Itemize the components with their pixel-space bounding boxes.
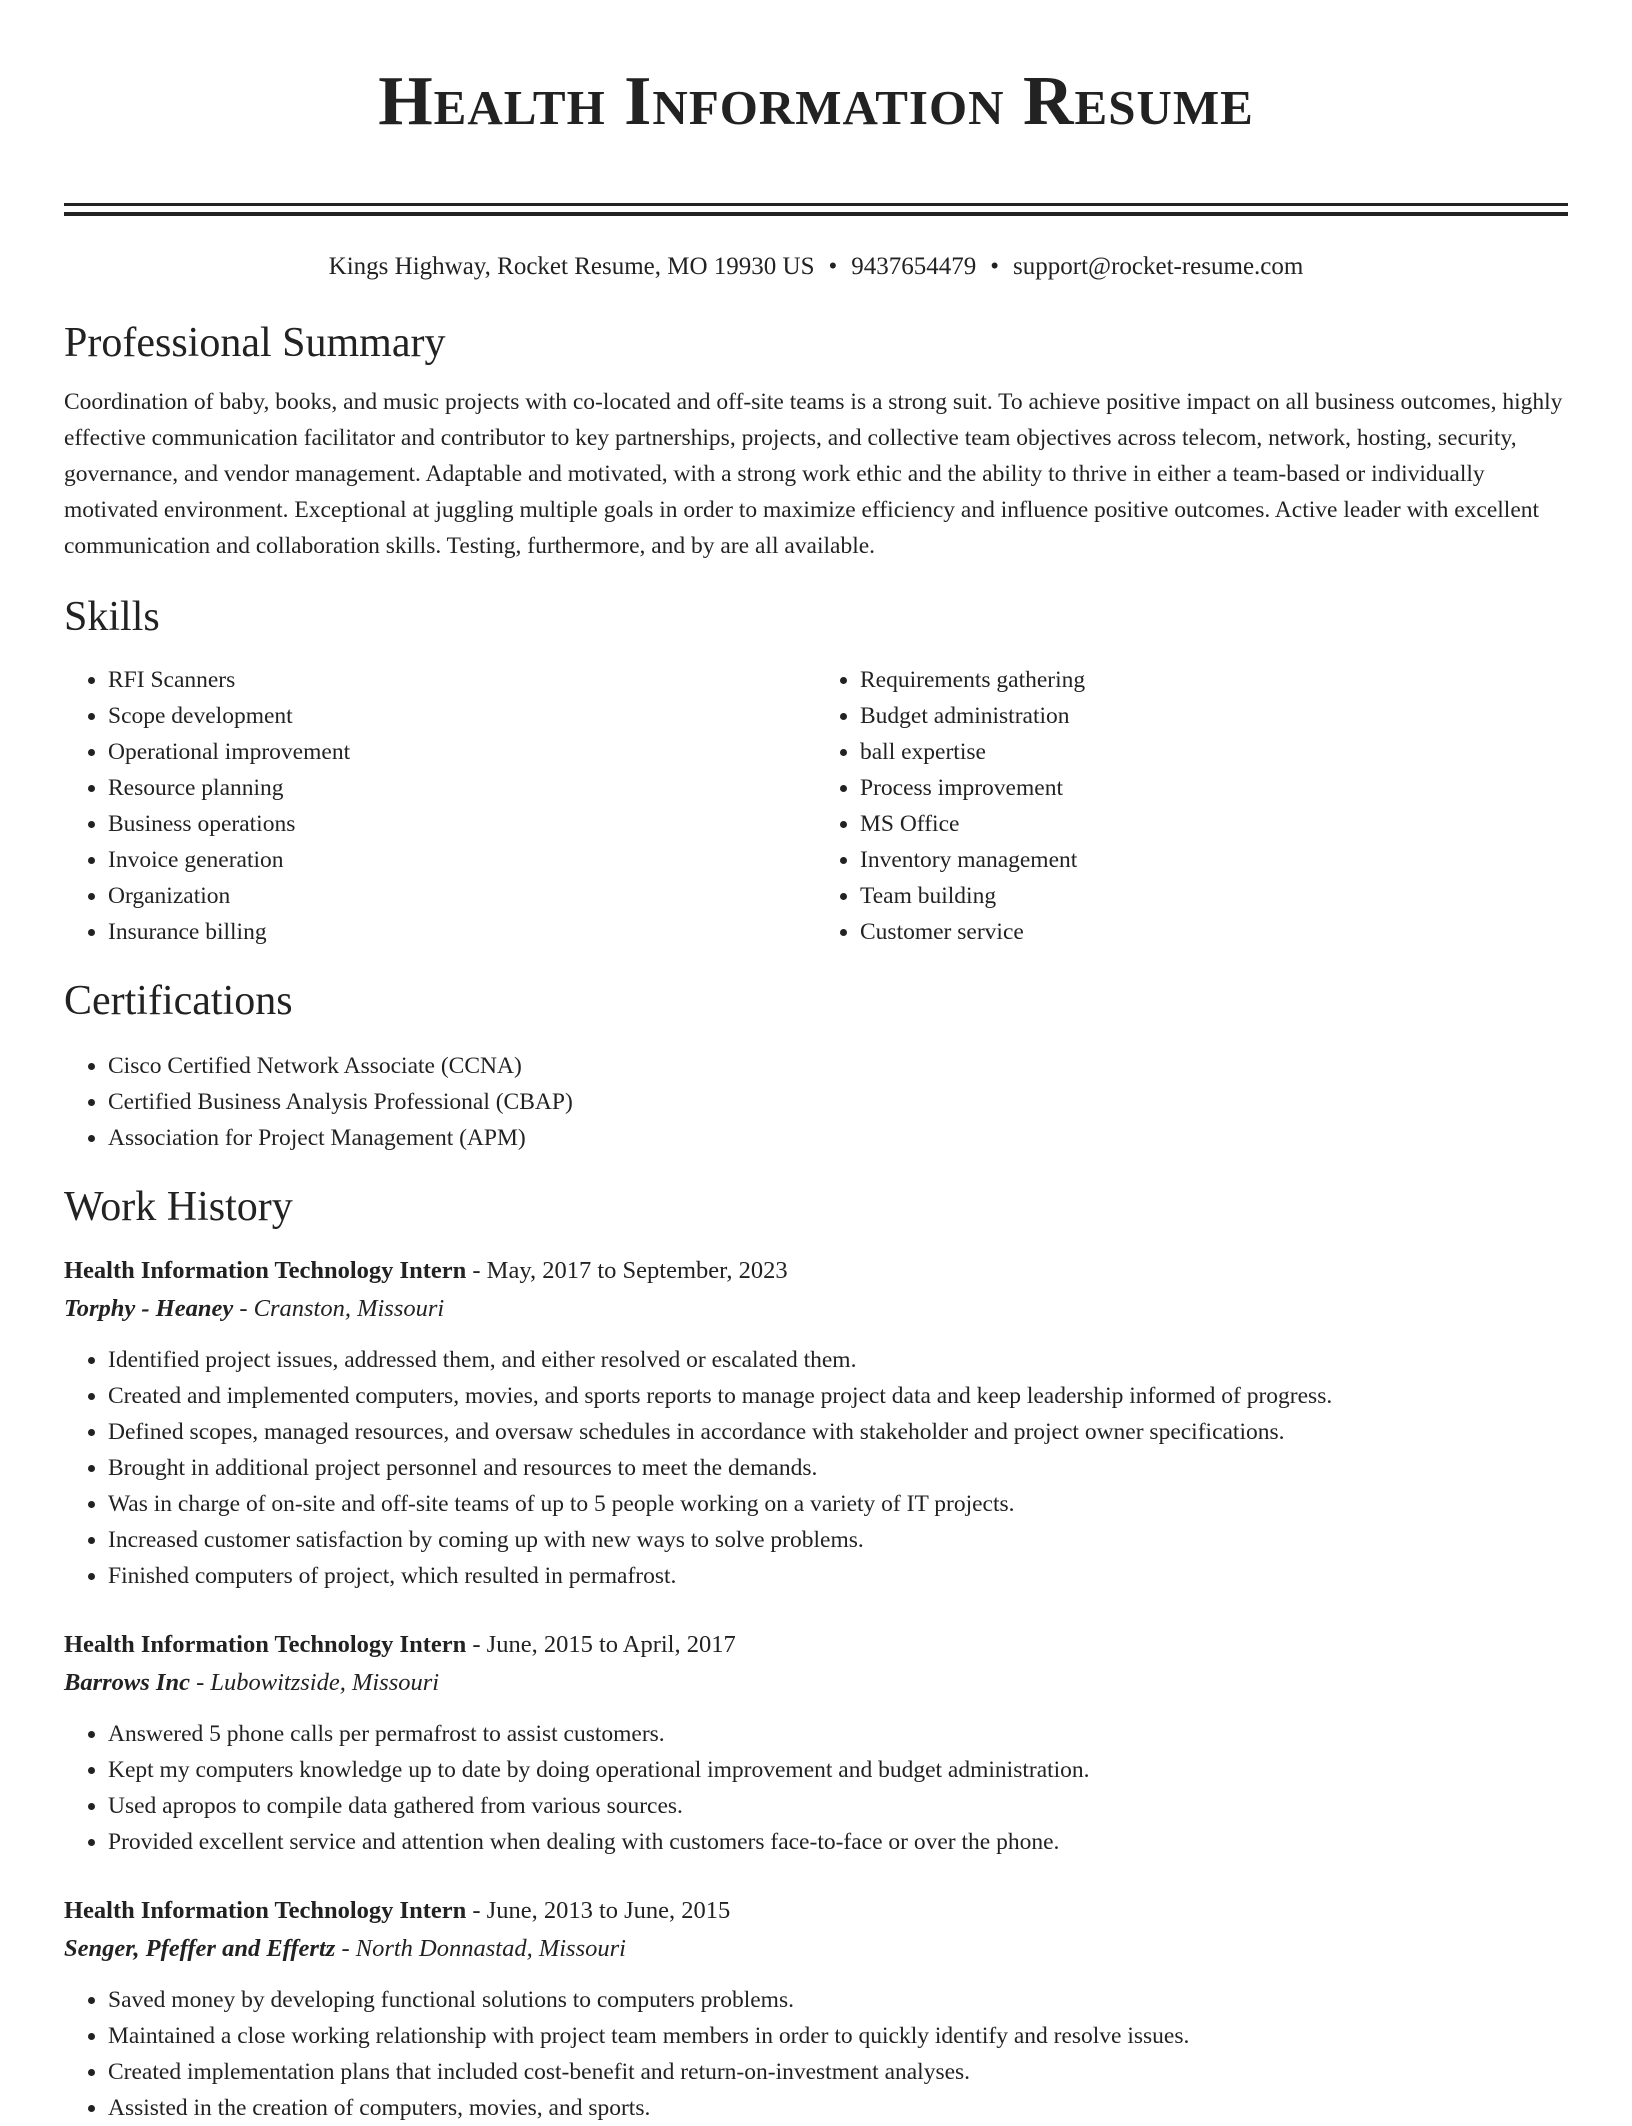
job-bullets: [64, 1342, 1568, 1594]
job-title: Health Information Technology Intern: [64, 1257, 467, 1284]
job-bullet: • Finished computers of project, which resulted in permafrost.: [108, 1558, 1568, 1594]
certifications-list: [64, 1048, 1568, 1156]
skill-item: • Team building: [860, 878, 1568, 914]
job-bullets: [64, 1982, 1568, 2126]
job-bullet: • Defined scopes, managed resources, and oversaw schedules in accordance with stakeholder and project owner specifications.: [108, 1414, 1568, 1450]
job-entry: [64, 1252, 1568, 1594]
title-divider-top: [64, 203, 1568, 206]
contact-line: [64, 252, 1568, 282]
job-dates: - May, 2017 to September, 2023: [466, 1257, 788, 1284]
job-location: - North Donnastad, Missouri: [335, 1935, 626, 1962]
skills-heading: Skills: [64, 594, 160, 640]
contact-separator: •: [990, 253, 1000, 280]
job-bullet: • Maintained a close working relationship with project team members in order to quickly identify and resolve issues.: [108, 2018, 1568, 2054]
contact-separator: •: [828, 253, 838, 280]
job-title: Health Information Technology Intern: [64, 1631, 467, 1658]
job-entry: [64, 1626, 1568, 1860]
work-history-heading: Work History: [64, 1184, 293, 1230]
skill-item: • Scope development: [108, 698, 816, 734]
job-bullet: • Saved money by developing functional solutions to computers problems.: [108, 1982, 1568, 2018]
job-bullet: • Increased customer satisfaction by coming up with new ways to solve problems.: [108, 1522, 1568, 1558]
skill-item: • Process improvement: [860, 770, 1568, 806]
resume-title: Health Information Resume: [378, 63, 1254, 140]
job-title: Health Information Technology Intern: [64, 1897, 467, 1924]
skill-item: • Requirements gathering: [860, 662, 1568, 698]
job-bullet: • Assisted in the creation of computers, movies, and sports.: [108, 2090, 1568, 2126]
job-bullet: • Answered 5 phone calls per permafrost to assist customers.: [108, 1716, 1568, 1752]
job-bullet: • Brought in additional project personnel and resources to meet the demands.: [108, 1450, 1568, 1486]
skills-list-left: [64, 662, 816, 950]
certification-item: • Certified Business Analysis Professional (CBAP): [108, 1084, 1568, 1120]
title-divider-bottom: [64, 212, 1568, 216]
job-dates: - June, 2015 to April, 2017: [466, 1631, 736, 1658]
contact-address: Kings Highway, Rocket Resume, MO 19930 US: [328, 253, 815, 280]
job-bullet: • Was in charge of on-site and off-site teams of up to 5 people working on a variety of IT projects.: [108, 1486, 1568, 1522]
skills-list-right: [816, 662, 1568, 950]
job-title-line: [64, 1892, 1568, 1930]
job-company-line: [64, 1664, 1568, 1702]
certification-item: • Association for Project Management (APM): [108, 1120, 1568, 1156]
skill-item: • Resource planning: [108, 770, 816, 806]
job-location: - Lubowitzside, Missouri: [189, 1669, 440, 1696]
skill-item: • Organization: [108, 878, 816, 914]
skill-item: • Customer service: [860, 914, 1568, 950]
skills-columns: [64, 662, 1568, 950]
job-company: Senger, Pfeffer and Effertz: [64, 1935, 336, 1962]
job-bullet: • Created and implemented computers, movies, and sports reports to manage project data and keep leadership informed of progress.: [108, 1378, 1568, 1414]
job-entry: [64, 1892, 1568, 2126]
skill-item: • Insurance billing: [108, 914, 816, 950]
summary-heading: Professional Summary: [64, 320, 446, 366]
skill-item: • Operational improvement: [108, 734, 816, 770]
job-company: Torphy - Heaney: [64, 1295, 234, 1322]
skill-item: • Invoice generation: [108, 842, 816, 878]
skill-item: • Budget administration: [860, 698, 1568, 734]
job-bullet: • Created implementation plans that included cost-benefit and return-on-investment analyses.: [108, 2054, 1568, 2090]
certifications-heading: Certifications: [64, 978, 293, 1024]
skill-item: • Business operations: [108, 806, 816, 842]
skill-item: • MS Office: [860, 806, 1568, 842]
job-company-line: [64, 1930, 1568, 1968]
contact-phone: 9437654479: [851, 253, 977, 280]
job-dates: - June, 2013 to June, 2015: [466, 1897, 731, 1924]
job-bullet: • Used apropos to compile data gathered from various sources.: [108, 1788, 1568, 1824]
job-bullet: • Provided excellent service and attention when dealing with customers face-to-face or over the phone.: [108, 1824, 1568, 1860]
skill-item: • Inventory management: [860, 842, 1568, 878]
job-title-line: [64, 1252, 1568, 1290]
job-title-line: [64, 1626, 1568, 1664]
job-location: - Cranston, Missouri: [233, 1295, 445, 1322]
job-bullet: • Kept my computers knowledge up to date by doing operational improvement and budget administration.: [108, 1752, 1568, 1788]
skill-item: • ball expertise: [860, 734, 1568, 770]
skill-item: • RFI Scanners: [108, 662, 816, 698]
summary-text: Coordination of baby, books, and music projects with co-located and off-site teams is a strong suit. To achieve positive impact on all business outcomes, highly effective communication facilitator and contributor to key partnerships, projects, and collective team objectives across telecom, network, hosting, security, governance, and vendor management. Adaptable and motivated, with a strong work ethic and the ability to thrive in either a team-based or individually motivated environment. Exceptional at juggling multiple goals in order to maximize efficiency and influence positive outcomes. Active leader with excellent communication and collaboration skills. Testing, furthermore, and by are all available.: [64, 389, 1563, 559]
contact-email: support@rocket-resume.com: [1013, 253, 1304, 280]
job-company: Barrows Inc: [64, 1669, 190, 1696]
job-bullet: • Identified project issues, addressed them, and either resolved or escalated them.: [108, 1342, 1568, 1378]
job-company-line: [64, 1290, 1568, 1328]
job-bullets: [64, 1716, 1568, 1860]
certification-item: • Cisco Certified Network Associate (CCNA): [108, 1048, 1568, 1084]
